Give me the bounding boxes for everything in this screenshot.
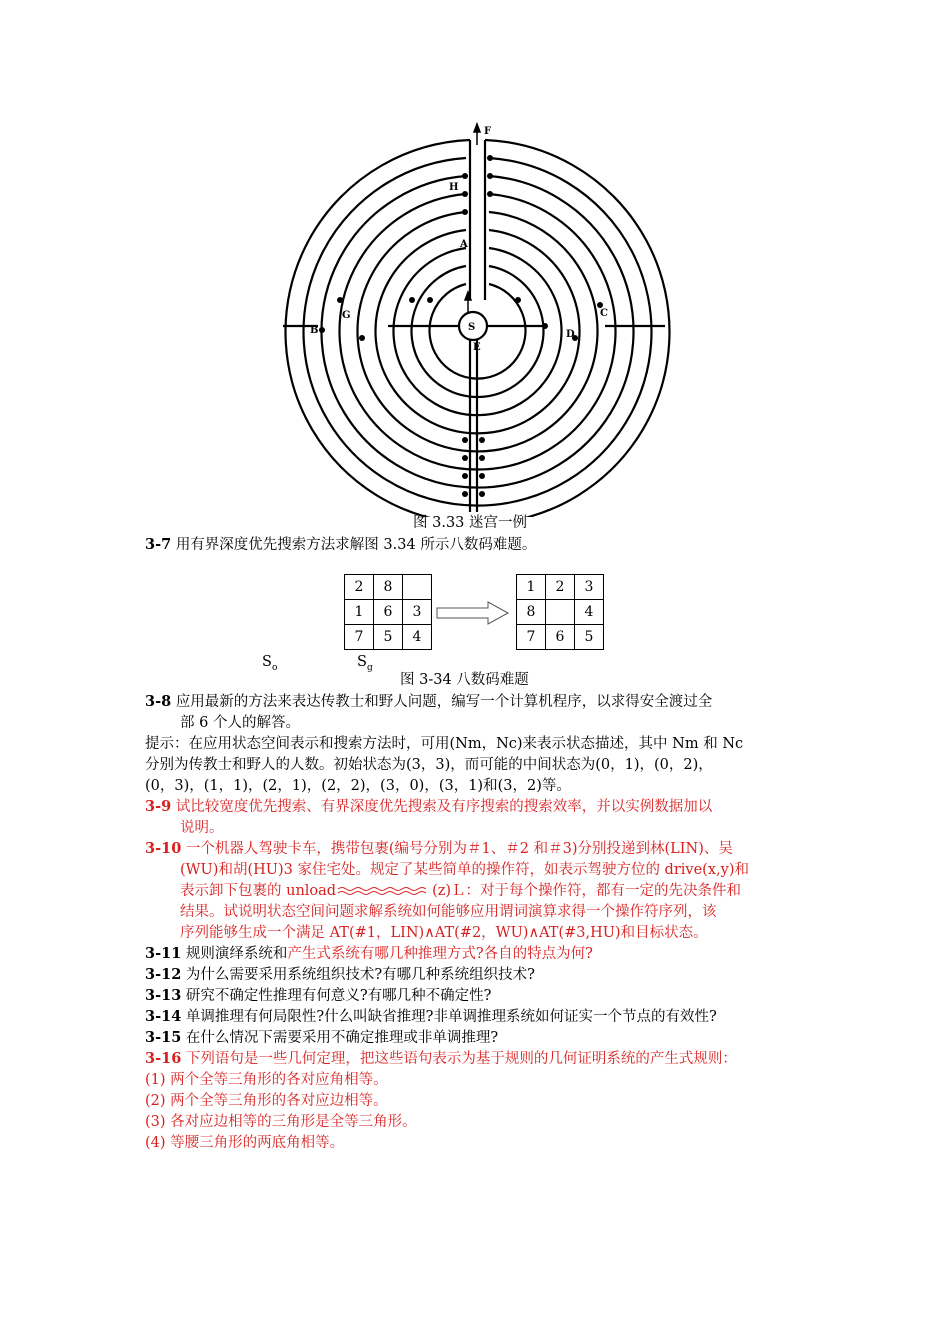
puzzle-cell: 3 <box>575 575 604 600</box>
hint-line-1: 提示：在应用状态空间表示和搜索方法时，可用(Nm，Nc)来表示状态描述，其中 Nm 和 Nc <box>145 736 744 752</box>
goal-state-label: $S_g$ <box>357 654 373 673</box>
maze-label-a: A <box>460 239 468 250</box>
maze-caption: 图 3.33 迷宫一例 <box>413 515 528 531</box>
puzzle-cell: 7 <box>345 625 374 650</box>
puzzle-goal-grid <box>516 574 604 650</box>
list-item: (3) 各对应边相等的三角形是全等三角形。 <box>145 1114 417 1130</box>
hint-line-2: 分别为传教士和野人的人数。初始状态为(3，3)，而可能的中间状态为(0，1)，(0，2)， <box>145 757 713 773</box>
list-item: (1) 两个全等三角形的各对应角相等。 <box>145 1072 388 1088</box>
question-text: 规则演绎系统和 <box>185 946 288 962</box>
question-text: 试比较宽度优先搜索、有界深度优先搜索及有序搜索的搜索效率，并以实例数据加以 <box>175 799 713 815</box>
question-3-9-cont: 说明。 <box>180 820 224 836</box>
puzzle-cell: 1 <box>345 600 374 625</box>
question-text: 为什么需要采用系统组织技术?有哪几种系统组织技术? <box>185 967 535 983</box>
puzzle-cell: 4 <box>403 625 432 650</box>
question-3-10-line-5: 序列能够生成一个满足 AT(#1，LIN)∧AT(#2，WU)∧AT(#3,HU)和目标状态。 <box>180 925 708 941</box>
question-number: 3-11 <box>145 945 182 962</box>
question-text-part: 表示卸下包裹的 unload <box>180 883 337 899</box>
question-number: 3-12 <box>145 966 182 983</box>
question-text-red: 产生式系统有哪几种推理方式?各自的特点为何? <box>287 946 593 962</box>
maze-label-d: D <box>566 329 575 340</box>
question-3-12 <box>145 965 535 985</box>
puzzle-cell: 2 <box>546 575 575 600</box>
puzzle-cell: 1 <box>517 575 546 600</box>
maze-label-b: B <box>310 325 319 336</box>
question-text: 研究不确定性推理有何意义?有哪几种不确定性? <box>185 988 492 1004</box>
question-number: 3-10 <box>145 840 182 857</box>
question-3-8 <box>145 692 712 712</box>
puzzle-cell: 4 <box>575 600 604 625</box>
question-number: 3-13 <box>145 987 182 1004</box>
question-3-14 <box>145 1007 717 1027</box>
question-3-9 <box>145 797 712 817</box>
question-text: 单调推理有何局限性?什么叫缺省推理?非单调推理系统如何证实一个节点的有效性? <box>185 1009 717 1025</box>
question-3-15 <box>145 1028 498 1048</box>
question-number: 3-16 <box>145 1050 182 1067</box>
maze-label-c: C <box>600 308 608 319</box>
wavy-underline-icon <box>336 885 432 897</box>
question-3-8-cont: 部 6 个人的解答。 <box>180 715 300 731</box>
maze-figure <box>270 122 680 517</box>
arrow-icon <box>436 600 510 626</box>
question-3-16 <box>145 1049 737 1069</box>
question-3-10 <box>145 839 733 859</box>
puzzle-cell <box>403 575 432 600</box>
start-state-label: $S_o$ <box>262 654 278 673</box>
question-3-11 <box>145 944 593 964</box>
puzzle-cell: 7 <box>517 625 546 650</box>
maze-label-e: E <box>473 342 481 353</box>
puzzle-cell: 3 <box>403 600 432 625</box>
question-3-10-line-2: (WU)和胡(HU)3 家住宅处。规定了某些简单的操作符，如表示驾驶方位的 drive(x,y)和 <box>180 862 749 878</box>
list-item: (2) 两个全等三角形的各对应边相等。 <box>145 1093 388 1109</box>
question-text: 一个机器人驾驶卡车，携带包裹(编号分别为＃1、＃2 和＃3)分别投递到林(LIN)、吴 <box>185 841 733 857</box>
question-number: 3-7 <box>145 536 172 553</box>
puzzle-cell: 8 <box>517 600 546 625</box>
puzzle-caption: 图 3-34 八数码难题 <box>400 672 529 688</box>
puzzle-cell: 6 <box>546 625 575 650</box>
maze-label-h: H <box>449 182 459 193</box>
question-3-10-line-4: 结果。试说明状态空间问题求解系统如何能够应用谓词演算求得一个操作符序列，该 <box>180 904 717 920</box>
puzzle-cell: 6 <box>374 600 403 625</box>
question-text: 在什么情况下需要采用不确定推理或非单调推理? <box>185 1030 499 1046</box>
question-3-7 <box>145 535 536 555</box>
question-number: 3-14 <box>145 1008 182 1025</box>
question-number: 3-9 <box>145 798 172 815</box>
maze-label-s: S <box>468 322 476 333</box>
puzzle-cell: 5 <box>575 625 604 650</box>
puzzle-cell <box>546 600 575 625</box>
puzzle-cell: 5 <box>374 625 403 650</box>
maze-label-g: G <box>342 310 351 321</box>
puzzle-cell: 2 <box>345 575 374 600</box>
question-3-13 <box>145 986 491 1006</box>
list-item: (4) 等腰三角形的两底角相等。 <box>145 1135 345 1151</box>
question-text-part: (z)Ｌ：对于每个操作符，都有一定的先决条件和 <box>432 883 742 899</box>
question-3-10-line-3 <box>180 881 741 901</box>
question-text: 应用最新的方法来表达传教士和野人问题，编写一个计算机程序，以求得安全渡过全 <box>175 694 713 710</box>
question-text: 用有界深度优先搜索方法求解图 3.34 所示八数码难题。 <box>175 537 537 553</box>
maze-label-f: F <box>484 126 492 137</box>
question-text: 下列语句是一些几何定理，把这些语句表示为基于规则的几何证明系统的产生式规则： <box>185 1051 737 1067</box>
hint-line-3: (0，3)，(1，1)，(2，1)，(2，2)，(3，0)，(3，1)和(3，2)等。 <box>145 778 571 794</box>
question-number: 3-15 <box>145 1029 182 1046</box>
puzzle-start-grid <box>344 574 432 650</box>
puzzle-cell: 8 <box>374 575 403 600</box>
question-number: 3-8 <box>145 693 172 710</box>
